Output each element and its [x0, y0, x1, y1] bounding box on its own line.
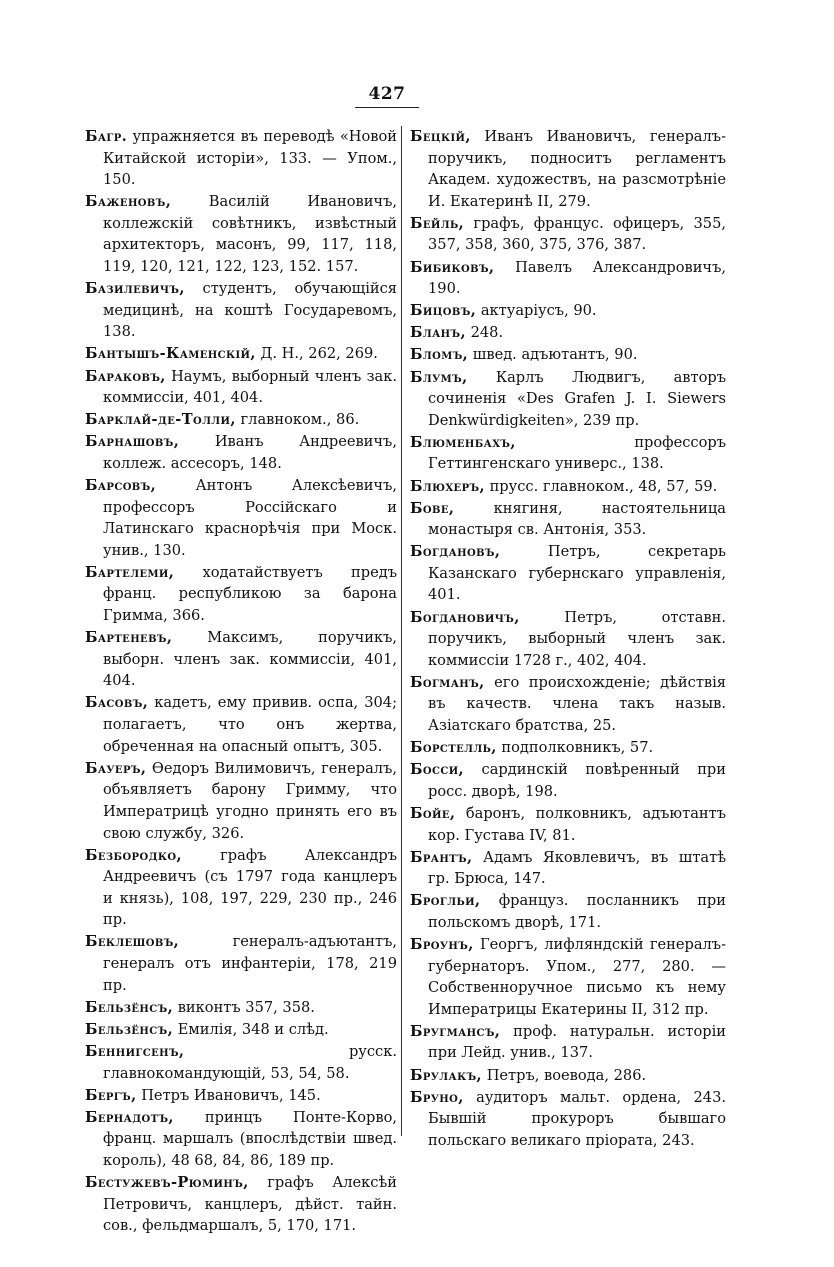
index-entry — [410, 257, 726, 300]
entry-headword: Бартеневъ, — [85, 629, 173, 647]
entry-headword: Бове, — [410, 499, 455, 517]
index-entry — [85, 997, 397, 1019]
index-entry — [85, 366, 397, 409]
entry-text: княгиня, настоятельница монастыря св. Антонія, 353. — [428, 499, 726, 539]
entry-text: сардинскій повѣренный при росс. дворѣ, 198. — [428, 761, 726, 800]
entry-headword: Бантышъ-Каменскій, — [85, 345, 256, 363]
index-entry — [410, 344, 726, 366]
index-entry — [410, 367, 726, 432]
index-entry — [85, 1107, 397, 1172]
entry-text: Иванъ Ивановичъ, генералъ-поручикъ, подноситъ регламентъ Академ. художествъ, на разсмотрѣніе И. Екатеринѣ II, 279. — [428, 128, 726, 210]
entry-headword: Бломъ, — [410, 346, 469, 364]
index-entry — [410, 498, 726, 541]
entry-headword: Бейль, — [410, 214, 465, 232]
entry-text: Антонъ Алексѣевичъ, профессоръ Россійскаго и Латинскаго краснорѣчія при Моск. унив., 130. — [103, 477, 397, 559]
index-entry — [410, 322, 726, 344]
index-entry — [410, 672, 726, 737]
index-entry — [85, 1085, 397, 1107]
entry-text: баронъ, полковникъ, адъютантъ кор. Густава IV, 81. — [428, 804, 726, 844]
entry-headword: Бланъ, — [410, 324, 466, 342]
entry-text: француз. посланникъ при польскомъ дворѣ, 171. — [428, 892, 726, 931]
entry-text: Максимъ, поручикъ, выборн. членъ зак. коммиссіи, 401, 404. — [103, 629, 397, 690]
entry-text: Георгъ, лифляндскій генералъ-губернаторъ. Упом., 277, 280. — Собственноручное письмо къ нему Императрицы Екатерины II, 312 пр. — [428, 935, 727, 1018]
entry-text: генералъ-адъютантъ, генералъ отъ инфантеріи, 178, 219 пр. — [103, 933, 397, 994]
entry-headword: Барклай-де-Толли, — [85, 411, 236, 429]
index-entry — [85, 343, 397, 365]
index-entry — [410, 476, 726, 498]
index-entry — [410, 213, 726, 256]
index-entry — [410, 1065, 726, 1087]
index-entry — [410, 432, 726, 475]
entry-text: Петръ Ивановичъ, 145. — [141, 1086, 321, 1104]
index-entry — [410, 759, 726, 802]
index-entry — [85, 1172, 397, 1237]
index-entry — [410, 1087, 726, 1152]
entry-headword: Брогльи, — [410, 892, 481, 910]
entry-headword: Бараковъ, — [85, 367, 166, 385]
entry-text: аудиторъ мальт. ордена, 243. Бывшій прокуроръ бывшаго польскаго великаго пріората, 243. — [428, 1088, 726, 1149]
entry-text: студентъ, обучающійся медицинѣ, на коштѣ Государевомъ, 138. — [103, 280, 397, 341]
entry-headword: Блюменбахъ, — [410, 433, 516, 451]
index-entry — [410, 737, 726, 759]
entry-text: Петръ, секретарь Казанскаго губернскаго управленія, 401. — [428, 543, 726, 604]
column-divider — [401, 126, 402, 1136]
entry-text: русск. главнокомандующій, 53, 54, 58. — [103, 1042, 397, 1082]
entry-headword: Бибиковъ, — [410, 258, 495, 276]
entry-text: 248. — [470, 324, 504, 342]
entry-text: графъ Алексѣй Петровичъ, канцлеръ, дѣйст. тайн. сов., фельдмаршалъ, 5, 170, 171. — [103, 1174, 397, 1235]
index-entry — [85, 931, 397, 996]
entry-headword: Баженовъ, — [85, 193, 172, 211]
entry-text: Петръ, отставн. поручикъ, выборный членъ зак. коммиссіи 1728 г., 402, 404. — [428, 608, 727, 669]
entry-headword: Барсовъ, — [85, 477, 157, 494]
index-entry — [410, 890, 726, 933]
page-number-rule — [355, 107, 419, 108]
entry-headword: Босси, — [410, 761, 465, 779]
index-entry — [85, 1019, 397, 1041]
index-entry — [85, 431, 397, 474]
entry-headword: Бельзёнсъ, — [85, 998, 174, 1016]
entry-text: упражняется въ переводѣ «Новой Китайской исторіи», 133. — Упом., 150. — [103, 128, 398, 189]
entry-headword: Беннигсенъ, — [85, 1042, 185, 1060]
index-entry — [85, 562, 397, 627]
index-entry — [85, 126, 397, 191]
entry-headword: Безбородко, — [85, 846, 182, 864]
entry-text: Адамъ Яковлевичъ, въ штатѣ гр. Брюса, 147. — [428, 848, 727, 888]
entry-headword: Блумъ, — [410, 368, 468, 386]
entry-text: Ѳедоръ Вилимовичъ, генералъ, объявляетъ барону Гримму, что Императрицѣ угодно принять его въ свою службу, 326. — [103, 759, 397, 842]
entry-text: Василій Ивановичъ, коллежскій совѣтникъ, извѣстный архитекторъ, масонъ, 99, 117, 118, 119, 120, 121, 122, 123, 152. 157. — [103, 193, 397, 276]
entry-text: Петръ, воевода, 286. — [486, 1066, 647, 1084]
entry-headword: Бойе, — [410, 804, 456, 822]
entry-headword: Бецкій, — [410, 128, 471, 145]
entry-headword: Бельзёнсъ, — [85, 1020, 174, 1038]
page-number: 427 — [368, 84, 406, 104]
entry-text: проф. натуральн. исторіи при Лейд. унив., 137. — [428, 1022, 727, 1062]
index-entry — [410, 847, 726, 890]
entry-headword: Брантъ, — [410, 848, 473, 866]
entry-headword: Броунъ, — [410, 935, 474, 953]
entry-headword: Бицовъ, — [410, 302, 477, 320]
left-index-column — [85, 126, 397, 1237]
entry-headword: Богманъ, — [410, 673, 485, 691]
index-entry — [85, 409, 397, 431]
entry-headword: Бестужевъ-Рюминъ, — [85, 1174, 249, 1191]
entry-headword: Бауеръ, — [85, 759, 147, 777]
entry-text: графъ Александръ Андреевичъ (съ 1797 года канцлеръ и князь), 108, 197, 229, 230 пр., 246 пр. — [103, 846, 397, 929]
entry-headword: Борстелль, — [410, 739, 497, 757]
index-entry — [85, 692, 397, 757]
entry-text: графъ, францус. офицеръ, 355, 357, 358, 360, 375, 376, 387. — [428, 214, 727, 254]
entry-text: швед. адъютантъ, 90. — [472, 346, 638, 364]
index-entry — [85, 191, 397, 277]
index-entry — [410, 607, 726, 672]
entry-text: виконтъ 357, 358. — [177, 998, 315, 1016]
index-entry — [85, 475, 397, 561]
entry-headword: Бруно, — [410, 1088, 464, 1106]
index-entry — [410, 934, 726, 1020]
index-entry — [410, 1021, 726, 1064]
index-entry — [410, 803, 726, 846]
index-entry — [410, 300, 726, 322]
entry-text: Наумъ, выборный членъ зак. коммиссіи, 401, 404. — [103, 367, 397, 407]
entry-text: подполковникъ, 57. — [501, 739, 654, 757]
entry-headword: Барнашовъ, — [85, 433, 180, 451]
entry-text: Емилія, 348 и слѣд. — [177, 1020, 329, 1038]
entry-headword: Багр. — [85, 128, 128, 145]
index-entry — [85, 758, 397, 844]
entry-text: Карлъ Людвигъ, авторъ сочиненія «Des Grafen J. I. Siewers Denkwürdigkeiten», 239 пр. — [428, 368, 726, 429]
entry-headword: Бартелеми, — [85, 563, 175, 581]
entry-text: принцъ Понте-Корво, франц. маршалъ (впослѣдствіи швед. король), 48 68, 84, 86, 189 пр. — [103, 1108, 398, 1169]
entry-text: его происхожденіе; дѣйствія въ качеств. члена такъ назыв. Азіатскаго братства, 25. — [428, 673, 726, 735]
entry-text: ходатайствуетъ предъ франц. республикою за барона Гримма, 366. — [103, 563, 397, 625]
index-entry — [85, 845, 397, 931]
entry-text: главноком., 86. — [240, 411, 360, 429]
entry-text: профессоръ Геттингенскаго универс., 138. — [428, 433, 726, 473]
entry-headword: Бругмансъ, — [410, 1022, 501, 1040]
entry-text: пpусс. главноком., 48, 57, 59. — [489, 477, 718, 495]
entry-headword: Богдановичъ, — [410, 608, 520, 626]
entry-headword: Богдановъ, — [410, 543, 501, 561]
entry-text: Д. Н., 262, 269. — [260, 345, 378, 363]
entry-headword: Бергъ, — [85, 1086, 137, 1104]
index-entry — [85, 627, 397, 692]
entry-headword: Базилевичъ, — [85, 280, 185, 298]
right-index-column — [410, 126, 726, 1152]
entry-text: Павелъ Александровичъ, 190. — [428, 258, 726, 298]
index-entry — [85, 278, 397, 343]
entry-headword: Бернадотъ, — [85, 1108, 174, 1126]
entry-headword: Блюхеръ, — [410, 477, 485, 495]
entry-headword: Басовъ, — [85, 694, 149, 712]
entry-headword: Беклешовъ, — [85, 933, 180, 951]
index-entry — [410, 126, 726, 212]
index-entry — [85, 1041, 397, 1084]
entry-text: Иванъ Андреевичъ, коллеж. ассесоръ, 148. — [103, 433, 397, 472]
index-entry — [410, 541, 726, 606]
entry-text: актуаріусъ, 90. — [480, 302, 597, 320]
entry-headword: Брулакъ, — [410, 1066, 483, 1084]
entry-text: кадетъ, ему привив. оспа, 304; полагаетъ, что онъ жертва, обреченная на опасный опытъ, 305. — [103, 694, 398, 755]
